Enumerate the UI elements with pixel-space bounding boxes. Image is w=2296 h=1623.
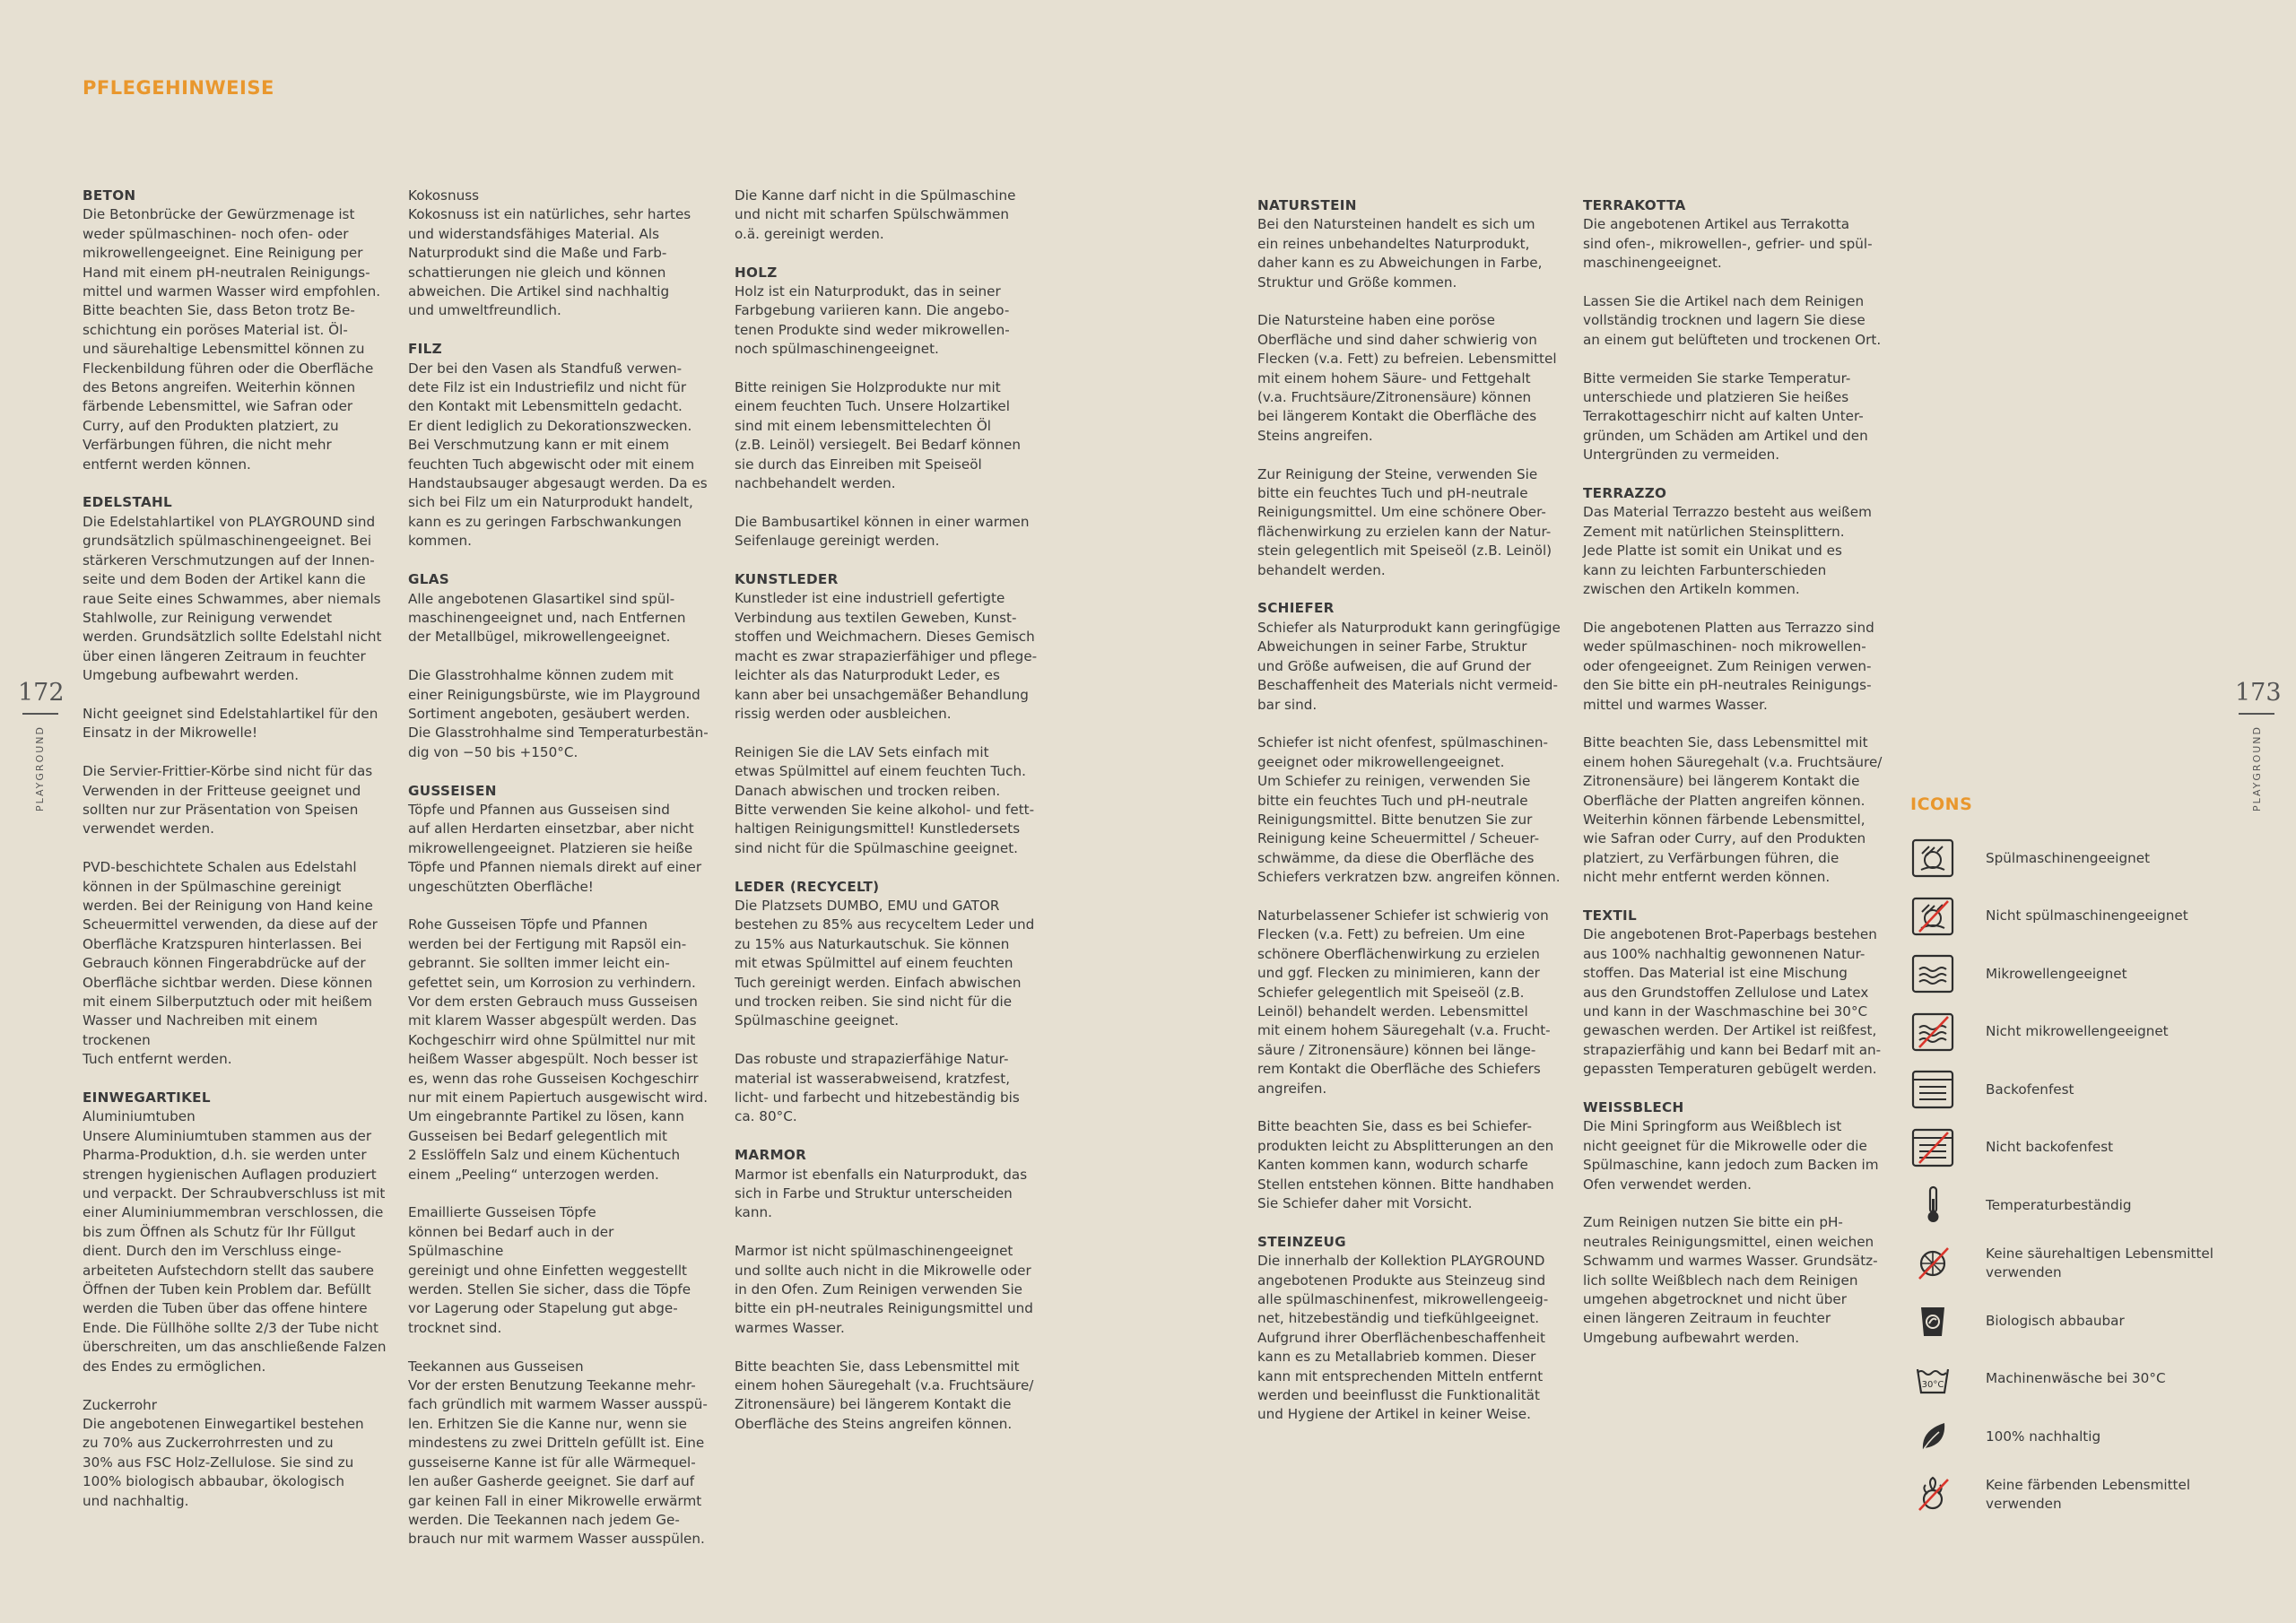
text-block — [1257, 196, 1562, 292]
section-text: Marmor ist ebenfalls ein Naturprodukt, das sich in Farbe und Struktur unterscheiden kann. — [735, 1166, 1028, 1221]
microwave-safe-icon — [1910, 951, 1955, 996]
legend-item — [1910, 1061, 2251, 1119]
left-page-rule — [22, 713, 58, 715]
legend-label: Nicht mikrowellengeeignet — [1986, 1023, 2169, 1040]
legend-item — [1910, 1466, 2251, 1524]
legend-label: Spülmaschinengeeignet — [1986, 849, 2151, 866]
section-text: Marmor ist nicht spülmaschinengeeignet und sollte auch nicht in die Mikrowelle oder in den Ofen. Zum Reinigen verwenden Sie bitte ein pH-neutrales Reinigungsmittel und warmes Wasser. — [735, 1243, 1033, 1336]
section-text: Kunstleder ist eine industriell gefertigte Verbindung aus textilen Geweben, Kunst- stoffen und Weichmachern. Dieses Gemisch macht es zwar strapazierfähiger und pflege- leichter als das Naturprodukt Leder, es kann aber bei unsachgemäßer Behandlung rissig werden oder ausbleichen. — [735, 590, 1038, 722]
text-block — [1583, 1213, 1888, 1348]
section-text: Die angebotenen Brot-Paperbags bestehen aus 100% nachhaltig gewonnenen Natur- stoffen. Das Material ist eine Mischung aus den Grundstoffen Zellulose und Latex und kann in der Waschmaschine bei 30°C gewaschen werden. Der Artikel ist reißfest, strapazierfähig und kann bei Bedarf mit an- gepassten Temperaturen gebügelt werden. — [1583, 926, 1882, 1078]
text-block — [83, 493, 387, 685]
no-acidic-food-icon — [1910, 1241, 1955, 1286]
text-block — [1583, 1098, 1888, 1194]
legend-label: Keine färbenden Lebensmittel verwenden — [1986, 1476, 2191, 1512]
legend-label: Temperaturbeständig — [1986, 1196, 2132, 1213]
legend-label: Nicht backofenfest — [1986, 1139, 2114, 1156]
text-block — [1583, 907, 1888, 1080]
text-block — [1257, 1117, 1562, 1213]
section-text: PVD-beschichtete Schalen aus Edelstahl können in der Spülmaschine gereinigt werden. Bei der Reinigung von Hand keine Scheuermittel verwenden, da diese auf der Oberfläche Kratzspuren hinterlassen. Bei Gebrauch können Fingerabdrücke auf der Oberfläche sichtbar werden. Diese können mit einem Silberputztuch oder mit heißem Wasser und Nachreiben mit einem trockenen Tuch entfernt werden. — [83, 859, 378, 1068]
text-block — [735, 1050, 1039, 1127]
section-text: Die Natursteine haben eine poröse Oberfläche und sind daher schwierig von Flecken (v.a. Fett) zu befreien. Lebensmittel mit einem hohem Säure- und Fettgehalt (v.a. Fruchtsäure/Zitronensäure) können bei längerem Kontakt die Oberfläche des Steins angreifen. — [1257, 312, 1557, 444]
section-text: Teekannen aus Gusseisen Vor der ersten Benutzung Teekanne mehr- fach gründlich mit warmem Wasser ausspü- len. Erhitzen Sie die Kanne nur, wenn sie mindestens zu zwei Dritteln gefüllt ist. Eine gusseiserne Kanne ist für alle Wärmequel- len außer Gasherde geeignet. Sie darf auf gar keinen Fall in einer Mikrowelle erwärmt werden. Die Teekannen nach jedem Ge- brauch nur mit warmem Wasser ausspülen. — [408, 1358, 708, 1548]
section-heading: NATURSTEIN — [1257, 197, 1357, 213]
legend-label: Biologisch abbaubar — [1986, 1312, 2125, 1329]
text-block — [735, 743, 1039, 858]
legend-item — [1910, 1408, 2251, 1466]
left-page-brand: PLAYGROUND — [34, 725, 46, 812]
machine-wash-30-icon — [1910, 1357, 1955, 1402]
section-text: Alle angebotenen Glasartikel sind spül- maschinengeeignet und, nach Entfernen der Metallbügel, mikrowellengeeignet. — [408, 590, 686, 646]
text-block — [1583, 292, 1888, 350]
text-block — [83, 1089, 387, 1376]
section-text: Emaillierte Gusseisen Töpfe können bei Bedarf auch in der Spülmaschine gereinigt und ohne Einfetten weggestellt werden. Stellen Sie sicher, dass die Töpfe vor Lagerung oder Stapelung gut abge- trocknet sind. — [408, 1204, 691, 1336]
section-text: Aluminiumtuben Unsere Aluminiumtuben stammen aus der Pharma-Produktion, d.h. sie werden unter strengen hygienischen Auflagen produziert und verpackt. Der Schraubverschluss ist mit einer Aluminiummembran verschlossen, die bis zum Öffnen als Schutz für Ihr Füllgut dient. Durch den im Verschluss einge- arbeiteten Aufstechdorn stellt das saubere Öffnen der Tuben kein Problem dar. Befüllt werden die Tuben über das offene hintere Ende. Die Füllhöhe sollte 2/3 der Tube nicht überschreiten, um das anschließende Falzen des Endes zu ermöglichen. — [83, 1108, 387, 1375]
text-column-2 — [408, 187, 713, 1568]
right-page-number: 173 — [2235, 679, 2282, 707]
text-block — [735, 1358, 1039, 1435]
right-page-brand: PLAYGROUND — [2251, 725, 2263, 812]
ovenproof-icon — [1910, 1067, 1955, 1112]
text-block — [1257, 907, 1562, 1098]
text-column-5 — [1583, 196, 1888, 1367]
section-text: Die Bambusartikel können in einer warmen Seifenlauge gereinigt werden. — [735, 513, 1030, 550]
biodegradable-icon — [1910, 1298, 1955, 1343]
text-block — [408, 1358, 713, 1549]
text-block — [83, 1396, 387, 1511]
legend-label: 100% nachhaltig — [1986, 1428, 2101, 1445]
text-block — [1257, 599, 1562, 714]
right-page-rule — [2239, 713, 2274, 715]
section-text: Kokosnuss Kokosnuss ist ein natürliches, sehr hartes und widerstandsfähiges Material. Als Naturprodukt sind die Maße und Farb- schattierungen nie gleich und können abweichen. Die Artikel sind nachhaltig und umweltfreundlich. — [408, 187, 691, 319]
text-block — [408, 187, 713, 321]
text-column-4 — [1257, 196, 1562, 1444]
text-block — [735, 378, 1039, 493]
legend-item — [1910, 829, 2251, 888]
text-block — [408, 916, 713, 1185]
legend-label: Nicht spülmaschinengeeignet — [1986, 907, 2188, 924]
text-block — [408, 340, 713, 551]
section-heading: TERRAZZO — [1583, 485, 1667, 502]
section-text: Reinigen Sie die LAV Sets einfach mit etwas Spülmittel auf einem feuchten Tuch. Danach abwischen und trocken reiben. Bitte verwenden Sie keine alkohol- und fett- haltigen Reinigungsmittel! Kunstledersets sind nicht für die Spülmaschine geeignet. — [735, 743, 1035, 856]
text-block — [83, 705, 387, 743]
text-block — [1257, 465, 1562, 580]
section-text: Schiefer ist nicht ofenfest, spülmaschinen- geeignet oder mikrowellengeeignet. Um Schiefer zu reinigen, verwenden Sie bitte ein feuchtes Tuch und pH-neutrale Reinigungsmittel. Bitte benutzen Sie zur Reinigung keine Scheuermittel / Scheuer- schwämme, da diese die Oberfläche des Schiefers verkratzen bzw. angreifen können. — [1257, 734, 1561, 886]
legend-label: Mikrowellengeeignet — [1986, 965, 2127, 982]
text-block — [735, 878, 1039, 1031]
text-block — [735, 570, 1039, 724]
section-text: Lassen Sie die Artikel nach dem Reinigen vollständig trocknen und lagern Sie diese an einem gut belüfteten und trockenen Ort. — [1583, 293, 1882, 348]
section-heading: SCHIEFER — [1257, 600, 1335, 617]
section-text: Die Servier-Frittier-Körbe sind nicht für das Verwenden in der Fritteuse geeignet und sollten nur zur Präsentation von Speisen verwendet werden. — [83, 763, 373, 838]
legend-item — [1910, 1119, 2251, 1177]
dishwasher-safe-icon — [1910, 836, 1955, 881]
text-block — [83, 762, 387, 839]
section-text: Die Kanne darf nicht in die Spülmaschine und nicht mit scharfen Spülschwämmen o.ä. gereinigt werden. — [735, 187, 1016, 242]
text-block — [1257, 733, 1562, 887]
text-block — [1257, 311, 1562, 446]
page-title: PFLEGEHINWEISE — [83, 77, 274, 99]
left-page-number: 172 — [18, 679, 65, 707]
text-block — [1257, 1233, 1562, 1425]
section-text: Bei den Natursteinen handelt es sich um ein reines unbehandeltes Naturprodukt, daher kann es zu Abweichungen in Farbe, Struktur und Größe kommen. — [1257, 216, 1543, 291]
text-block — [735, 264, 1039, 360]
legend-label: Backofenfest — [1986, 1081, 2074, 1098]
section-heading: HOLZ — [735, 264, 778, 281]
text-block — [1583, 619, 1888, 715]
text-block — [735, 1146, 1039, 1223]
not-ovenproof-icon — [1910, 1125, 1955, 1170]
section-heading: MARMOR — [735, 1147, 807, 1164]
svg-text:30°C: 30°C — [1921, 1379, 1944, 1390]
text-block — [408, 570, 713, 647]
section-text: Bitte beachten Sie, dass es bei Schiefer- produkten leicht zu Absplitterungen an den Kanten kommen kann, wodurch scharfe Stellen entstehen können. Bitte handhaben Sie Schiefer daher mit Vorsicht. — [1257, 1118, 1554, 1212]
text-column-1 — [83, 187, 387, 1530]
text-block — [1583, 196, 1888, 273]
legend-item — [1910, 1176, 2251, 1235]
not-microwave-safe-icon — [1910, 1010, 1955, 1055]
not-dishwasher-safe-icon — [1910, 894, 1955, 939]
text-block — [1583, 369, 1888, 465]
section-heading: FILZ — [408, 341, 442, 358]
section-text: Die innerhalb der Kollektion PLAYGROUND angebotenen Produkte aus Steinzeug sind alle spülmaschinenfest, mikrowellengeeig- net, hitzebeständig und tiefkühlgeeignet. Aufgrund ihrer Oberflächenbeschaffenheit kann es zu Metallabrieb kommen. Dieser kann mit entsprechenden Mitteln entfernt werden und beeinflusst die Funktionalität und Hygiene der Artikel in keiner Weise. — [1257, 1253, 1549, 1423]
legend-item — [1910, 888, 2251, 946]
section-text: Das Material Terrazzo besteht aus weißem Zement mit natürlichen Steinsplittern. Jede Platte ist somit ein Unikat und es kann zu leichten Farbunterschieden zwischen den Artikeln kommen. — [1583, 504, 1872, 598]
section-text: Die angebotenen Platten aus Terrazzo sind weder spülmaschinen- noch mikrowellen- oder ofengeeignet. Zum Reinigen verwen- den Sie bitte ein pH-neutrales Reinigungs- mittel und warmes Wasser. — [1583, 619, 1874, 713]
section-text: Nicht geeignet sind Edelstahlartikel für den Einsatz in der Mikrowelle! — [83, 705, 378, 742]
section-heading: LEDER (RECYCELT) — [735, 878, 880, 895]
section-heading: EDELSTAHL — [83, 494, 172, 511]
icons-title: ICONS — [1910, 794, 1973, 814]
text-block — [1583, 484, 1888, 599]
section-text: Töpfe und Pfannen aus Gusseisen sind auf allen Herdarten einsetzbar, aber nicht mikrowellengeeignet. Platzieren sie heiße Töpfe und Pfannen niemals direkt auf einer ungeschützten Oberfläche! — [408, 801, 702, 895]
legend-item — [1910, 945, 2251, 1003]
section-text: Zur Reinigung der Steine, verwenden Sie bitte ein feuchtes Tuch und pH-neutrale Reinigungsmittel. Um eine schönere Ober- flächenwirkung zu erzielen kann der Natur- stein gelegentlich mit Speiseöl (z.B. Leinöl) behandelt werden. — [1257, 465, 1552, 578]
legend-item — [1910, 1292, 2251, 1350]
text-block — [735, 513, 1039, 551]
text-column-3 — [735, 187, 1039, 1454]
text-block — [1583, 733, 1888, 887]
section-text: Die Platzsets DUMBO, EMU und GATOR bestehen zu 85% aus recyceltem Leder und zu 15% aus Naturkautschuk. Sie können mit etwas Spülmittel auf einem feuchten Tuch gereinigt werden. Einfach abwischen und trocken reiben. Sie sind nicht für die Spülmaschine geeignet. — [735, 897, 1035, 1029]
section-text: Naturbelassener Schiefer ist schwierig von Flecken (v.a. Fett) zu befreien. Um eine schönere Oberflächenwirkung zu erzielen und ggf. Flecken zu minimieren, kann der Schiefer gelegentlich mit Speiseöl (z.B. Leinöl) behandelt werden. Lebensmittel mit einem hohem Säuregehalt (v.a. Frucht- säure / Zitronensäure) können bei länge- rem Kontakt die Oberfläche des Schiefers angreifen. — [1257, 907, 1551, 1097]
text-block — [735, 1242, 1039, 1338]
section-text: Zum Reinigen nutzen Sie bitte ein pH- neutrales Reinigungsmittel, einen weichen Schwamm und warmes Wasser. Grundsätz- lich sollte Weißblech nach dem Reinigen umgehen abgetrocknet und nicht über einen längeren Zeitraum in feuchter Umgebung aufbewahrt werden. — [1583, 1214, 1878, 1346]
section-text: Die Mini Springform aus Weißblech ist nicht geeignet für die Mikrowelle oder die Spülmaschine, kann jedoch zum Backen im Ofen verwendet werden. — [1583, 1118, 1879, 1193]
text-block — [408, 1203, 713, 1338]
section-text: Die Edelstahlartikel von PLAYGROUND sind grundsätzlich spülmaschinengeeignet. Bei stärkeren Verschmutzungen auf der Innen- seite und dem Boden der Artikel kann die raue Seite eines Schwammes, aber niemals Stahlwolle, zur Reinigung verwendet werden. Grundsätzlich sollte Edelstahl nicht über einen längeren Zeitraum in feuchter Umgebung aufbewahrt werden. — [83, 513, 382, 684]
legend-label: Keine säurehaltigen Lebensmittel verwenden — [1986, 1245, 2213, 1280]
section-text: Bitte reinigen Sie Holzprodukte nur mit einem feuchten Tuch. Unsere Holzartikel sind mit einem lebensmittelechten Öl (z.B. Leinöl) versiegelt. Bei Bedarf können sie durch das Einreiben mit Speiseöl nachbehandelt werden. — [735, 379, 1022, 492]
text-block — [83, 858, 387, 1069]
section-heading: TEXTIL — [1583, 907, 1637, 924]
section-text: Schiefer als Naturprodukt kann geringfügige Abweichungen in seiner Farbe, Struktur und Größe aufweisen, die auf Grund der Beschaffenheit des Materials nicht vermeid- bar sind. — [1257, 619, 1561, 713]
legend-item — [1910, 1235, 2251, 1293]
section-text: Das robuste und strapazierfähige Natur- material ist wasserabweisend, kratzfest, licht- und farbecht und hitzebeständig bis ca. 80°C. — [735, 1051, 1020, 1125]
section-text: Bitte beachten Sie, dass Lebensmittel mit einem hohen Säuregehalt (v.a. Fruchtsäure/ Zitronensäure) bei längerem Kontakt die Oberfläche der Platten angreifen können. Weiterhin können färbende Lebensmittel, wie Safran oder Curry, auf den Produkten platziert, zu Verfärbungen führen, die nicht mehr entfernt werden können. — [1583, 734, 1883, 886]
section-heading: TERRAKOTTA — [1583, 197, 1686, 213]
section-heading: WEISSBLECH — [1583, 1098, 1684, 1115]
icon-legend — [1910, 829, 2251, 1523]
section-heading: KUNSTLEDER — [735, 571, 839, 588]
section-heading: BETON — [83, 187, 136, 204]
section-heading: STEINZEUG — [1257, 1233, 1346, 1250]
legend-item — [1910, 1003, 2251, 1062]
section-heading: GUSSEISEN — [408, 782, 497, 799]
leaf-icon — [1910, 1414, 1955, 1459]
section-heading: EINWEGARTIKEL — [83, 1089, 211, 1107]
text-block — [83, 187, 387, 474]
text-block — [408, 666, 713, 762]
text-block — [735, 187, 1039, 244]
legend-item — [1910, 1350, 2251, 1409]
legend-label: Machinenwäsche bei 30°C — [1986, 1370, 2166, 1387]
section-text: Rohe Gusseisen Töpfe und Pfannen werden bei der Fertigung mit Rapsöl ein- gebrannt. Sie sollten immer leicht ein- gefettet sein, um Korrosion zu verhindern. Vor dem ersten Gebrauch muss Gusseisen mit klarem Wasser abgespült werden. Das Kochgeschirr wird ohne Spülmittel nur mit heißem Wasser abgespült. Noch besser ist es, wenn das rohe Gusseisen Kochgeschirr nur mit einem Papiertuch ausgewischt wird. Um eingebrannte Partikel zu lösen, kann Gusseisen bei Bedarf gelegentlich mit 2 Esslöffeln Salz und einem Küchentuch einem „Peeling“ unterzogen werden. — [408, 916, 709, 1183]
section-text: Die Glasstrohhalme können zudem mit einer Reinigungsbürste, wie im Playground Sortiment angeboten, gesäubert werden. Die Glasstrohhalme sind Temperaturbestän- dig von −50 bis +150°C. — [408, 667, 709, 760]
section-text: Holz ist ein Naturprodukt, das in seiner Farbgebung variieren kann. Die angebo- tenen Produkte sind weder mikrowellen- noch spülmaschinengeeignet. — [735, 283, 1010, 358]
section-text: Der bei den Vasen als Standfuß verwen- dete Filz ist ein Industriefilz und nicht für den Kontakt mit Lebensmitteln gedacht. Er dient lediglich zu Dekorationszwecken. Bei Verschmutzung kann er mit einem feuchten Tuch abgewischt oder mit einem Handstaubsauger abgesaugt werden. Da es sich bei Filz um ein Naturprodukt handelt, kann es zu geringen Farbschwankungen kommen. — [408, 360, 708, 550]
section-heading: GLAS — [408, 571, 450, 588]
section-text: Die angebotenen Artikel aus Terrakotta sind ofen-, mikrowellen-, gefrier- und spül- maschinengeeignet. — [1583, 216, 1873, 272]
thermometer-icon — [1910, 1183, 1955, 1228]
no-coloring-food-icon — [1910, 1472, 1955, 1517]
text-block — [408, 782, 713, 897]
section-text: Die Betonbrücke der Gewürzmenage ist weder spülmaschinen- noch ofen- oder mikrowellengeeignet. Eine Reinigung per Hand mit einem pH-neutralen Reinigungs- mittel und warmen Wasser wird empfohlen. Bitte beachten Sie, dass Beton trotz Be- schichtung ein poröses Material ist. Öl- und säurehaltige Lebensmittel können zu Fleckenbildung führen oder die Oberfläche des Betons angreifen. Weiterhin können färbende Lebensmittel, wie Safran oder Curry, auf den Produkten platziert, zu Verfärbungen führen, die nicht mehr entfernt werden können. — [83, 206, 381, 473]
section-text: Bitte vermeiden Sie starke Temperatur- unterschiede und platzieren Sie heißes Terrakottageschirr nicht auf kalten Unter- gründen, um Schäden am Artikel und den Untergründen zu vermeiden. — [1583, 369, 1868, 464]
section-text: Zuckerrohr Die angebotenen Einwegartikel bestehen zu 70% aus Zuckerrohrresten und zu 30% aus FSC Holz-Zellulose. Sie sind zu 100% biologisch abbaubar, ökologisch und nachhaltig. — [83, 1396, 364, 1509]
section-text: Bitte beachten Sie, dass Lebensmittel mit einem hohen Säuregehalt (v.a. Fruchtsäure/ Zitronensäure) bei längerem Kontakt die Oberfläche des Steins angreifen können. — [735, 1358, 1034, 1432]
